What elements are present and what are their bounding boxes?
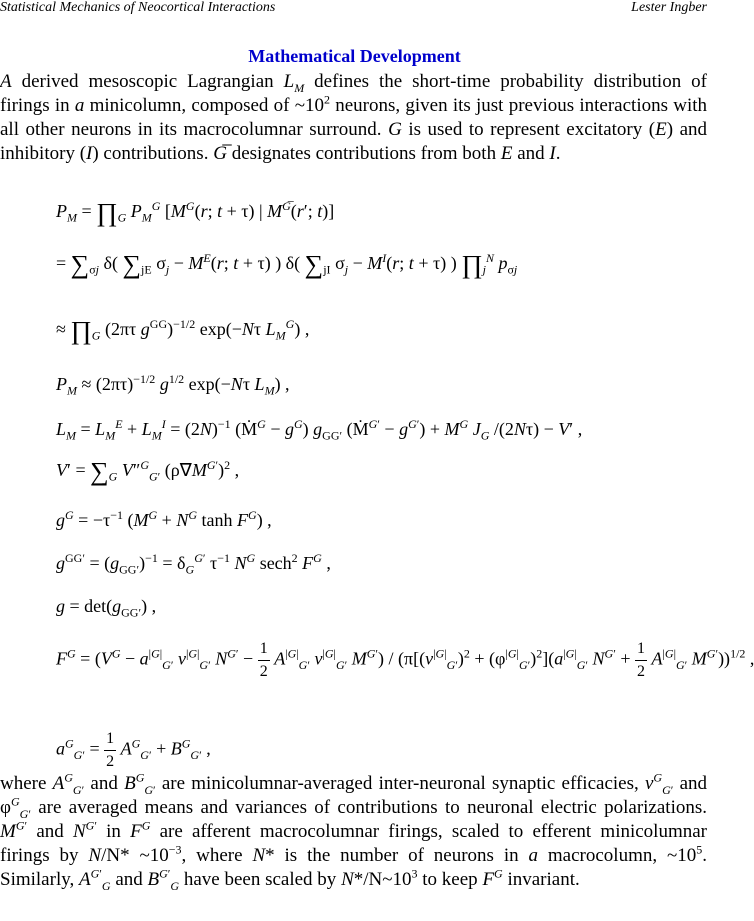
equation-v-prime: $V' = \sum_G$ V″$^G_{G'}$ $(\rho\nabla M^{G'})^2$ , [56, 457, 240, 486]
equation-determinant: $g = \det(g_{GG'})$ , [56, 596, 157, 620]
equation-fg: $F^G = (V^G - a^{|G|}_{G'}$ $v^{|G|}_{G'}$ $N^{G'}$ − $\frac{1}{2}$ $A^{|G|}_{G'}$ $v^{|G|}_{G'}$ $M^{G'}) / (\pi[(v^{|G|}_{G'})^2 + (\varphi^{|G|}_{G'})^2](a^{|G|}_{G'}$ $N^{G'}$ + $\frac{1}{2}$ $A^{|G|}_{G'}$ $M^{G'}))^{1/2}$ , [56, 640, 754, 680]
equation-pm-gaussian: $P_M \approx (2\pi\tau)^{-1/2}$ $g^{1/2}$ exp(−Nτ $L_M$) , [56, 372, 290, 398]
equation-pm-sum: = $\sum_{\sigma j}$ δ( $\sum_{jE}$ $\sigma_j - M^E(r$; t + τ) ) δ( $\sum_{jI}$ $\sigma_j - M^I(r$; t + τ) ) $\prod_j^N$ $p_{\sigma j}$ [56, 250, 518, 279]
equation-a-g: $a^G_{G'}$ = $\frac{1}{2}$ $A^G_{G'} + B^G_{G'}$ , [56, 730, 211, 770]
running-header-author: Lester Ingber [631, 0, 707, 15]
outro-paragraph: where $A^G_{G'}$ and $B^G_{G'}$ are minicolumnar-averaged inter-neuronal synaptic efficacies, $v^G_{G'}$ and $\varphi^G_{G'}$ are averaged means and variances of contributions to neuronal electric polarizations. $M^{G'}$ and $N^{G'}$ in $F^G$ are afferent macrocolumnar firings, scaled to efferent minicolumnar firings by N/N* $\sim 10^{-3}$, where N* is the number of neurons in a macrocolumn, $\sim 10^5$. Similarly, $A^{G'}_G$ and $B^{G'}_G$ have been scaled by $N*/N\sim 10^3$ to keep $F^G$ invariant. [0, 770, 708, 893]
equation-pm-approx: ≈ $\prod_G$ (2πτ $g^{GG})^{-1/2}$ exp(−Nτ $L_M^G$) , [56, 316, 310, 345]
intro-paragraph: A derived mesoscopic Lagrangian $L_M$ defines the short-time probability distribution of firings in a minicolumn, composed of $\sim 10^2$ neurons, given its just previous interactions with all other neurons in its macrocolumnar surround. G is used to represent excitatory (E) and inhibitory (I) contributions. G̅ designates contributions from both E and I. [0, 71, 707, 164]
running-header-title: Statistical Mechanics of Neocortical Interactions [0, 0, 276, 15]
equation-drift: $g^G = -\tau^{-1}$ ($M^G + N^G$ $\tanh F^G$) , [56, 508, 272, 530]
equation-pm-product: $P_M$ = $\prod_G$ $P_M^G$ [$M^G(r$; t + τ) | $M^G(r'$; t)] [56, 198, 335, 227]
equation-metric: $g^{GG'} = (g_{GG'})^{-1} = \delta_G^{G'}$ $\tau^{-1}$ $N^G$ sech$^2$ $F^G$ , [56, 551, 331, 577]
equation-lagrangian: $L_M = L_M^E + L_M^I = (2N)^{-1}$ (Ṁ$^G$ − $g^G$) $g_{GG'}$ (Ṁ$^{G'}$ − $g^{G'}) + M^G$ $J_G$ /(2Nτ) − V′ , [56, 417, 583, 443]
section-title: Mathematical Development [248, 46, 461, 66]
